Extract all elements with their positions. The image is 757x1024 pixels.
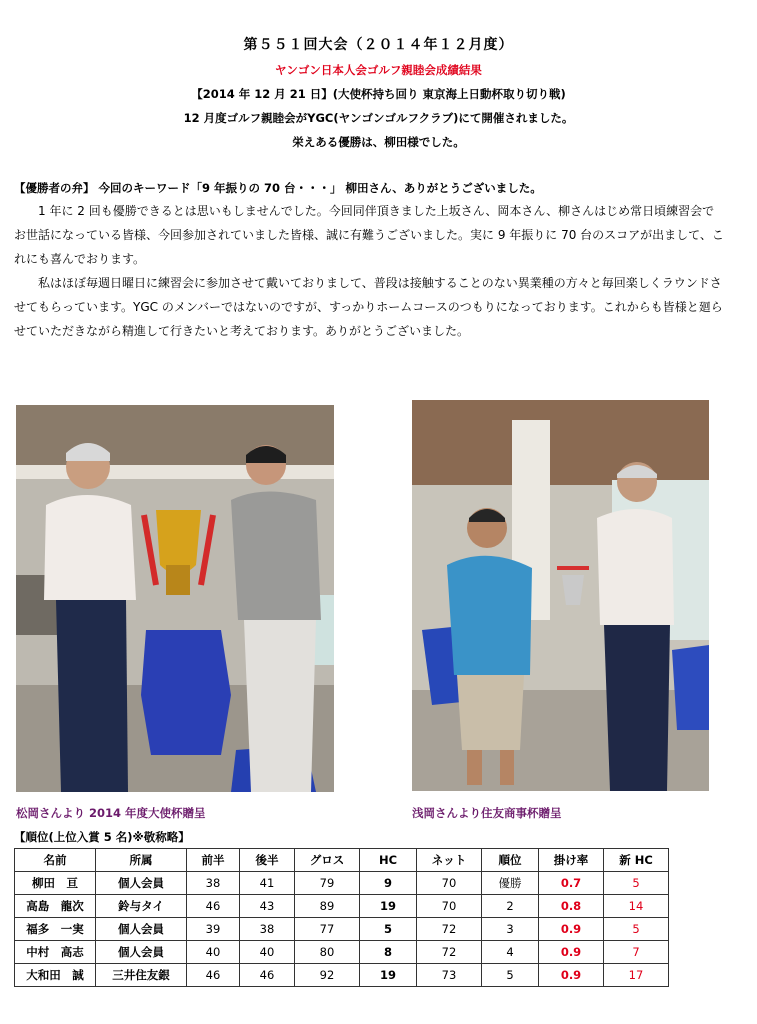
event-date-line: 【2014 年 12 月 21 日】(大使杯持ち回り 東京海上日動杯取り切り戦): [191, 87, 566, 101]
col-back: 後半: [240, 849, 295, 872]
cell-rate: 0.9: [539, 964, 604, 987]
winner-speech-heading: 【優勝者の弁】 今回のキーワード「9 年振りの 70 台・・・」 柳田さん、ありがとうございました。: [14, 181, 542, 195]
photo-right-caption: 浅岡さんより住友商事杯贈呈: [412, 806, 562, 820]
cell-gross: 80: [295, 941, 360, 964]
cell-rate: 0.9: [539, 941, 604, 964]
winner-line: 栄えある優勝は、柳田様でした。: [292, 135, 465, 149]
cell-new-hc: 7: [604, 941, 669, 964]
col-gross: グロス: [295, 849, 360, 872]
col-rate: 掛け率: [539, 849, 604, 872]
cell-back: 40: [240, 941, 295, 964]
cell-rank: 4: [482, 941, 539, 964]
cell-back: 43: [240, 895, 295, 918]
cell-new-hc: 5: [604, 918, 669, 941]
cell-rate: 0.8: [539, 895, 604, 918]
cell-back: 46: [240, 964, 295, 987]
cell-rate: 0.9: [539, 918, 604, 941]
cell-gross: 77: [295, 918, 360, 941]
cell-front: 46: [187, 895, 240, 918]
photo-left-illustration: [16, 405, 334, 792]
cell-rank: 優勝: [482, 872, 539, 895]
cell-rank: 3: [482, 918, 539, 941]
cell-hc: 5: [360, 918, 417, 941]
photo-left-caption: 松岡さんより 2014 年度大使杯贈呈: [16, 806, 206, 820]
table-row: [15, 918, 669, 941]
table-row: [15, 872, 669, 895]
table-row: [15, 964, 669, 987]
col-new-hc: 新 HC: [604, 849, 669, 872]
cell-back: 41: [240, 872, 295, 895]
cell-club: 個人会員: [96, 941, 187, 964]
ranking-heading: 【順位(上位入賞 5 名)※敬称略】: [14, 830, 190, 844]
cell-gross: 92: [295, 964, 360, 987]
cell-name: 大和田 誠: [15, 964, 96, 987]
cell-club: 個人会員: [96, 872, 187, 895]
col-club: 所属: [96, 849, 187, 872]
cell-new-hc: 17: [604, 964, 669, 987]
cell-front: 39: [187, 918, 240, 941]
page-title: 第５５１回大会（２０１４年１２月度）: [243, 37, 514, 53]
trophy-presentation-photo-left: [16, 405, 334, 792]
cell-gross: 89: [295, 895, 360, 918]
results-header-row: [15, 849, 669, 872]
cup-presentation-photo-right: [412, 400, 709, 791]
cell-rank: 5: [482, 964, 539, 987]
speech-paragraph-1: 1 年に 2 回も優勝できるとは思いもしませんでした。今回同伴頂きました上坂さん、岡本さん、柳さんはじめ常日頃練習会でお世話になっている皆様、今回参加されていました皆様、誠に有難うございました。実に 9 年振りに 70 台のスコアが出まして、これにも喜んでおります。: [14, 204, 724, 266]
cell-club: 三井住友銀: [96, 964, 187, 987]
cell-front: 40: [187, 941, 240, 964]
cell-name: 中村 高志: [15, 941, 96, 964]
table-row: [15, 895, 669, 918]
cell-club: 個人会員: [96, 918, 187, 941]
cell-hc: 19: [360, 895, 417, 918]
event-subtitle: ヤンゴン日本人会ゴルフ親睦会成績結果: [275, 63, 482, 77]
cell-hc: 9: [360, 872, 417, 895]
cell-rate: 0.7: [539, 872, 604, 895]
cell-net: 72: [417, 941, 482, 964]
photo-right-illustration: [412, 400, 709, 791]
results-table: [14, 848, 669, 987]
cell-rank: 2: [482, 895, 539, 918]
cell-net: 70: [417, 872, 482, 895]
speech-paragraph-2: 私はほぼ毎週日曜日に練習会に参加させて戴いておりまして、普段は接触することのない異業種の方々と毎回楽しくラウンドさせてもらっています。YGC のメンバーではないのですが、すっかりホームコースのつもりになっております。これからも皆様と廻らせていただきながら精進して行きたいと考えております。ありがとうございました。: [14, 276, 723, 338]
cell-gross: 79: [295, 872, 360, 895]
col-net: ネット: [417, 849, 482, 872]
col-rank: 順位: [482, 849, 539, 872]
table-row: [15, 941, 669, 964]
col-hc: HC: [360, 849, 417, 872]
cell-name: 福多 一実: [15, 918, 96, 941]
col-front: 前半: [187, 849, 240, 872]
cell-new-hc: 5: [604, 872, 669, 895]
cell-net: 72: [417, 918, 482, 941]
cell-hc: 19: [360, 964, 417, 987]
cell-back: 38: [240, 918, 295, 941]
event-venue-line: 12 月度ゴルフ親睦会がYGC(ヤンゴンゴルフクラブ)にて開催されました。: [183, 111, 574, 125]
cell-hc: 8: [360, 941, 417, 964]
cell-net: 73: [417, 964, 482, 987]
cell-new-hc: 14: [604, 895, 669, 918]
cell-front: 38: [187, 872, 240, 895]
cell-name: 高島 龍次: [15, 895, 96, 918]
cell-name: 柳田 亘: [15, 872, 96, 895]
cell-club: 鈴与タイ: [96, 895, 187, 918]
col-name: 名前: [15, 849, 96, 872]
cell-net: 70: [417, 895, 482, 918]
cell-front: 46: [187, 964, 240, 987]
